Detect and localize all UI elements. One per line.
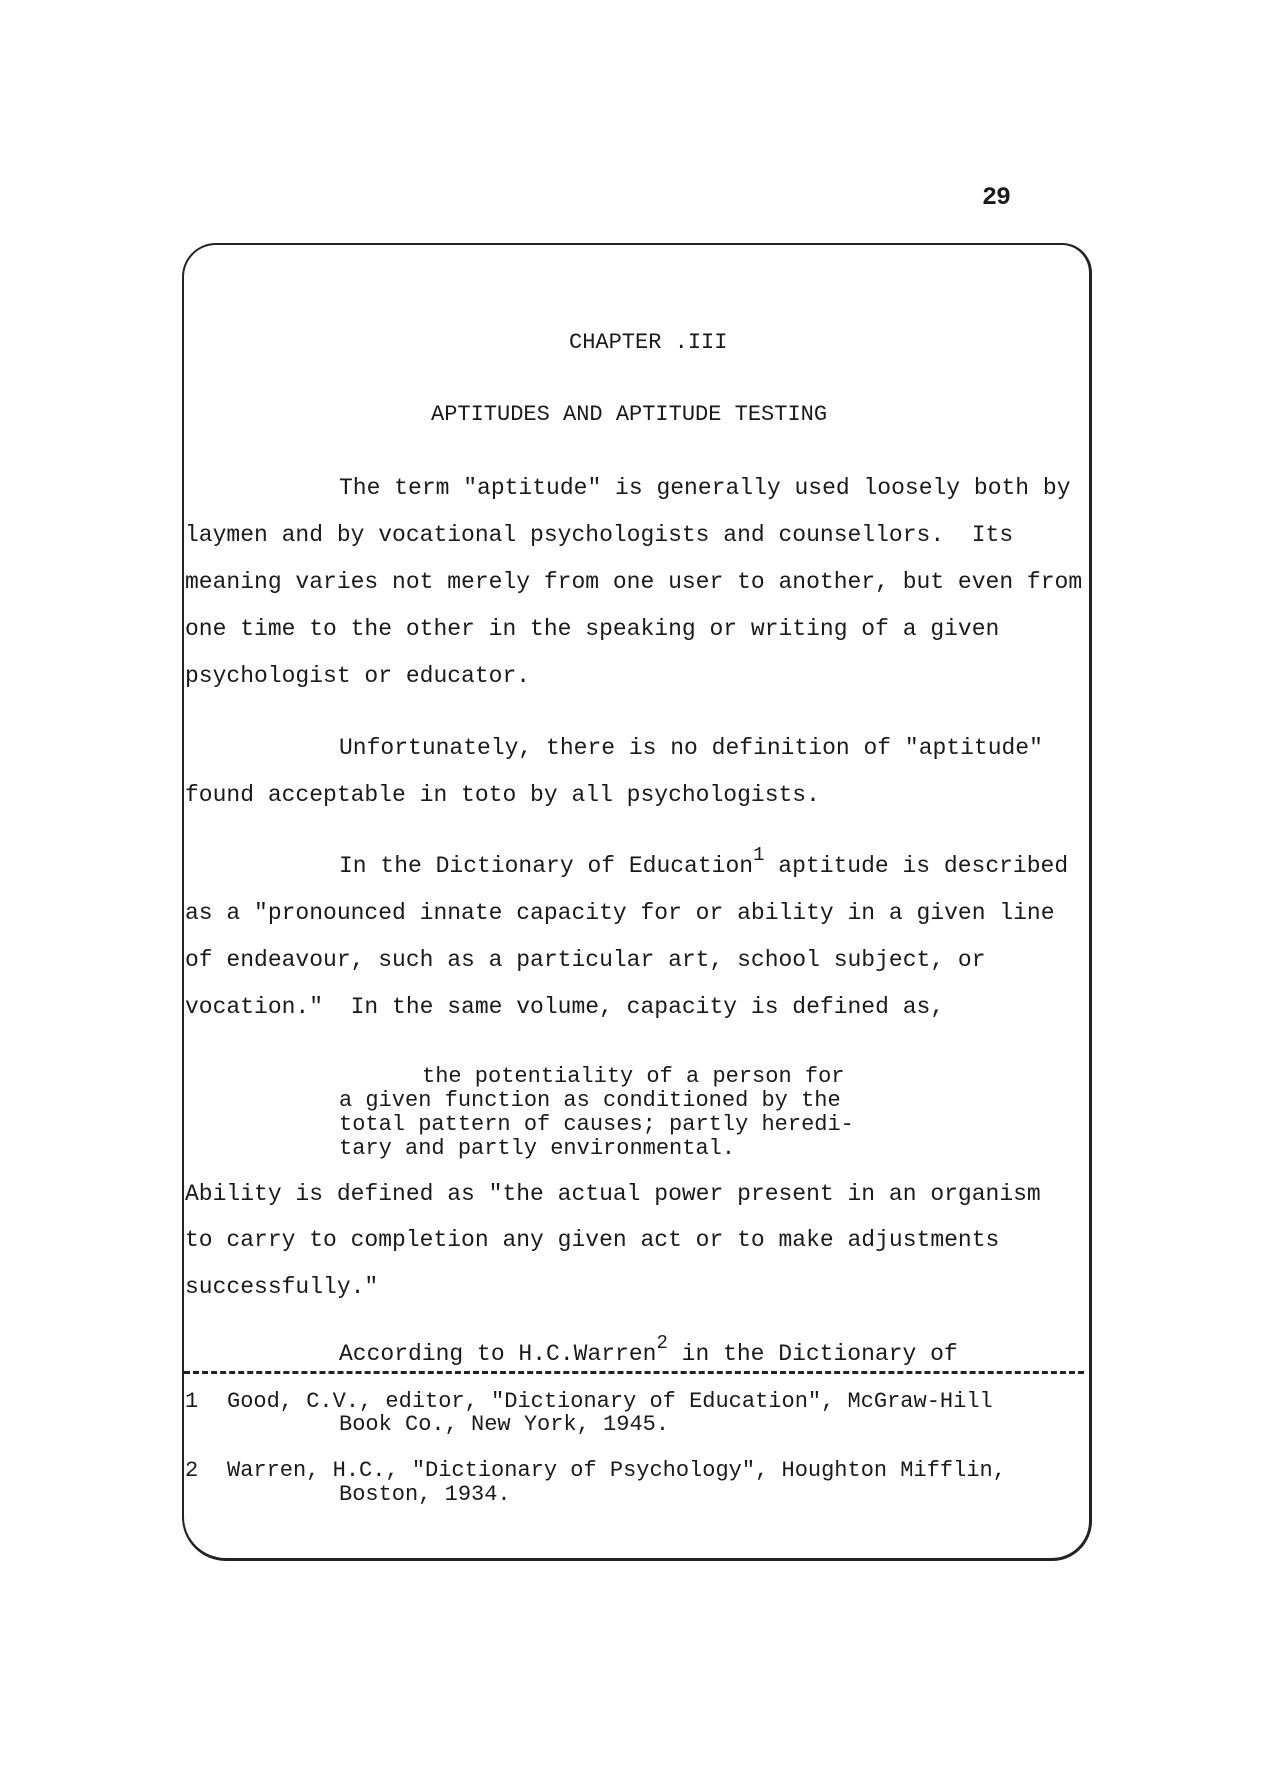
paragraph-line: successfully." <box>185 1274 379 1300</box>
chapter-heading: CHAPTER .III <box>569 330 728 355</box>
footnote-divider <box>184 1371 1084 1374</box>
paragraph-line: Ability is defined as "the actual power present in an organism <box>185 1181 1041 1207</box>
footnote-text: Warren, H.C., "Dictionary of Psychology", Houghton Mifflin, <box>227 1458 1006 1483</box>
paragraph-line: laymen and by vocational psychologists and counsellors. Its <box>185 522 1014 548</box>
footnote-ref: 1 <box>753 844 765 866</box>
paragraph-line: meaning varies not merely from one user to another, but even from <box>185 569 1083 595</box>
quote-line: a given function as conditioned by the <box>339 1088 841 1113</box>
footnote-text: Boston, 1934. <box>339 1482 511 1507</box>
paragraph-line: psychologist or educator. <box>185 663 531 689</box>
text-run: According to H.C.Warren <box>339 1341 657 1367</box>
quote-line: total pattern of causes; partly heredi- <box>339 1112 854 1137</box>
paragraph-line: one time to the other in the speaking or writing of a given <box>185 616 1000 642</box>
paragraph-line: as a "pronounced innate capacity for or ability in a given line <box>185 900 1055 926</box>
paragraph-line <box>339 844 1069 879</box>
page-number: 29 <box>982 183 1011 212</box>
footnote-text: Book Co., New York, 1945. <box>339 1412 670 1437</box>
footnote-marker: 1 <box>185 1389 199 1414</box>
paragraph-line: found acceptable in toto by all psychologists. <box>185 782 820 808</box>
paragraph-line: Unfortunately, there is no definition of "aptitude" <box>339 735 1043 761</box>
text-run: In the Dictionary of Education <box>339 853 754 879</box>
paragraph-line: vocation." In the same volume, capacity is defined as, <box>185 994 945 1020</box>
paragraph-line: The term "aptitude" is generally used loosely both by <box>339 475 1071 501</box>
footnote-ref: 2 <box>656 1332 668 1354</box>
paragraph-line: of endeavour, such as a particular art, school subject, or <box>185 947 986 973</box>
quote-line: tary and partly environmental. <box>339 1136 736 1161</box>
footnote-marker: 2 <box>185 1458 199 1483</box>
chapter-title: APTITUDES AND APTITUDE TESTING <box>431 402 828 427</box>
footnote-text: Good, C.V., editor, "Dictionary of Education", McGraw-Hill <box>227 1389 993 1414</box>
paragraph-line <box>339 1332 958 1367</box>
quote-line: the potentiality of a person for <box>422 1064 845 1089</box>
text-run: aptitude is described <box>764 853 1069 879</box>
text-run: in the Dictionary of <box>667 1341 958 1367</box>
paragraph-line: to carry to completion any given act or to make adjustments <box>185 1227 1000 1253</box>
